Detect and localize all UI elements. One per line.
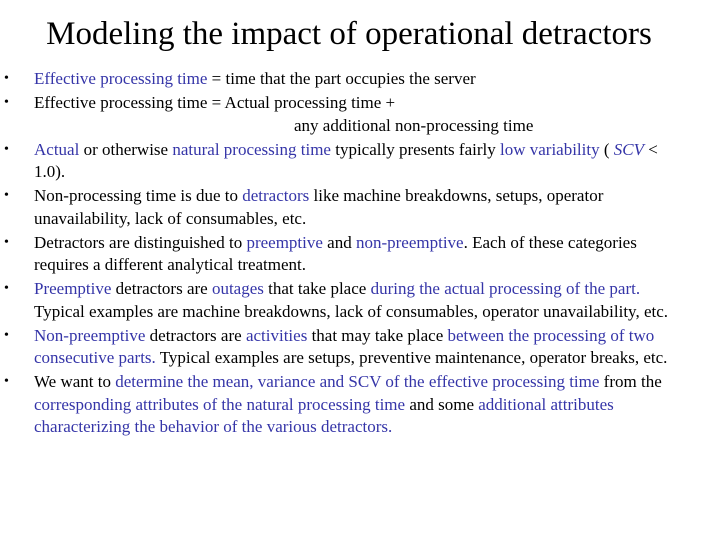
bullet-item xyxy=(0,371,680,439)
slide-title: Modeling the impact of operational detractors xyxy=(46,16,652,52)
bullet-dot: • xyxy=(4,234,9,250)
highlighted-text: between the processing of two consecutive parts. xyxy=(34,325,655,367)
highlighted-text: non-preemptive xyxy=(355,232,464,252)
bullet-item xyxy=(0,68,680,91)
highlighted-text: corresponding attributes of the natural processing time xyxy=(34,394,406,414)
highlighted-text: additional attributes characterizing the behavior of the various detractors. xyxy=(34,394,614,436)
bullet-text: Non-processing time is due to xyxy=(34,186,243,205)
bullet-text: ( xyxy=(599,139,614,159)
bullet-continuation: any additional non-processing time xyxy=(294,115,534,135)
bullet-text: Detractors are distinguished to xyxy=(34,232,247,252)
bullet-text: Effective processing time = Actual processing time + xyxy=(34,93,396,112)
bullet-text: and some xyxy=(405,394,479,414)
highlighted-text: Preemptive xyxy=(34,279,112,298)
highlighted-text: Actual xyxy=(34,139,80,159)
bullet-text: We want to xyxy=(34,372,116,391)
bullet-text: < 1.0). xyxy=(34,139,658,181)
highlighted-text: Effective processing time xyxy=(34,69,212,88)
bullet-item xyxy=(0,92,680,137)
highlighted-text: low variability xyxy=(499,139,600,159)
bullet-dot: • xyxy=(4,374,9,389)
bullet-text: typically presents fairly xyxy=(330,139,500,159)
bullet-text: from the xyxy=(599,372,662,391)
bullet-dot: • xyxy=(4,327,9,343)
highlighted-text: determine the mean, variance and SCV of the effective processing time xyxy=(115,372,600,391)
bullet-dot: • xyxy=(4,71,9,86)
bullet-text: Typical examples are machine breakdowns, lack of consumables, operator unavailability, etc. xyxy=(34,301,669,321)
highlighted-text: detractors xyxy=(242,186,310,205)
bullet-text: detractors are xyxy=(111,279,212,298)
highlighted-text: during the actual processing of the part. xyxy=(370,279,641,298)
bullet-text: and xyxy=(322,232,356,252)
bullet-item xyxy=(0,325,680,370)
bullet-text: Typical examples are setups, preventive maintenance, operator breaks, etc. xyxy=(155,348,668,367)
highlighted-text: natural processing time xyxy=(172,139,331,159)
highlighted-text: preemptive xyxy=(246,232,323,252)
highlighted-text: Non-preemptive xyxy=(34,325,146,345)
bullet-dot: • xyxy=(4,188,9,203)
bullet-item xyxy=(0,185,680,230)
bullet-text: that take place xyxy=(263,279,371,298)
bullet-text: detractors are xyxy=(145,325,246,345)
bullet-list xyxy=(0,68,716,439)
highlighted-text: SCV xyxy=(613,139,645,159)
bullet-text: . Each of these categories requires a different analytical treatment. xyxy=(34,232,637,274)
highlighted-text: activities xyxy=(245,325,308,345)
highlighted-text: outages xyxy=(211,279,264,298)
bullet-item xyxy=(0,278,680,323)
bullet-text: or otherwise xyxy=(79,139,173,159)
bullet-text: = time that the part occupies the server xyxy=(211,69,476,88)
bullet-item xyxy=(0,232,680,277)
bullet-text: that may take place xyxy=(307,325,448,345)
bullet-text: like machine breakdowns, setups, operator unavailability, lack of consumables, etc. xyxy=(34,186,604,228)
bullet-dot: • xyxy=(4,95,9,110)
bullet-item xyxy=(0,139,680,184)
bullet-dot: • xyxy=(4,141,9,157)
bullet-dot: • xyxy=(4,281,9,296)
